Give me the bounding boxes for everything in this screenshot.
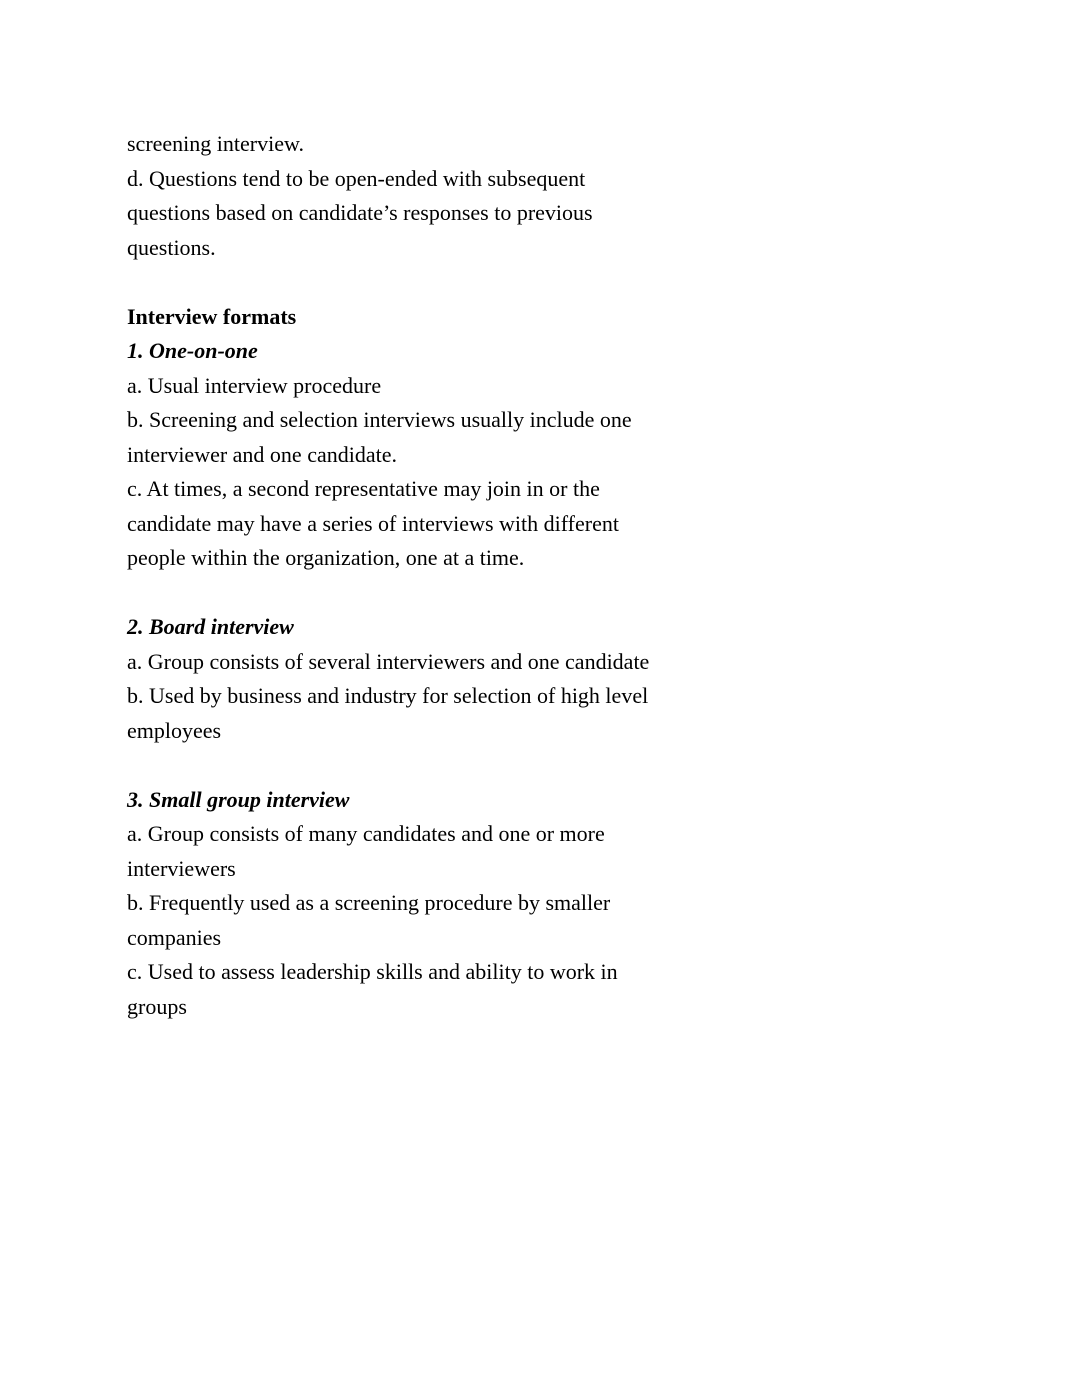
text-line: c. At times, a second representative may join in or the	[127, 476, 600, 501]
paragraph-intro	[127, 127, 1000, 265]
subheading-small-group-interview: 3. Small group interview	[127, 786, 350, 812]
text-line: interviewers	[127, 855, 236, 881]
section-title-interview-formats: Interview formats	[127, 303, 297, 329]
text-line: b. Used by business and industry for selection of high level	[127, 683, 649, 708]
text-line: d. Questions tend to be open-ended with subsequent	[127, 165, 586, 191]
text-line: b. Frequently used as a screening procedure by smaller	[127, 890, 611, 915]
section-small-group-interview	[127, 783, 1000, 1025]
text-line: candidate may have a series of interviews with different	[127, 510, 619, 536]
text-line: people within the organization, one at a time.	[127, 545, 525, 570]
text-line: a. Usual interview procedure	[127, 372, 382, 398]
blank-line	[127, 576, 1000, 611]
text-line: screening interview.	[127, 131, 304, 156]
text-line: groups	[127, 993, 187, 1019]
subheading-one-on-one: 1. One-on-one	[127, 338, 258, 363]
text-line: companies	[127, 924, 222, 950]
text-line: a. Group consists of several interviewers and one candidate	[127, 648, 650, 674]
blank-line	[127, 265, 1000, 300]
text-line: c. Used to assess leadership skills and ability to work in	[127, 959, 618, 984]
text-line: employees	[127, 717, 222, 743]
section-one-on-one	[127, 334, 1000, 576]
text-line: interviewer and one candidate.	[127, 441, 397, 467]
text-line: questions.	[127, 234, 216, 260]
text-line: b. Screening and selection interviews usually include one	[127, 407, 632, 432]
text-line: a. Group consists of many candidates and one or more	[127, 821, 605, 846]
blank-line	[127, 748, 1000, 783]
section-board-interview	[127, 610, 1000, 748]
document-text-column	[127, 127, 1000, 1024]
text-line: questions based on candidate’s responses to previous	[127, 200, 593, 225]
subheading-board-interview: 2. Board interview	[127, 614, 294, 639]
